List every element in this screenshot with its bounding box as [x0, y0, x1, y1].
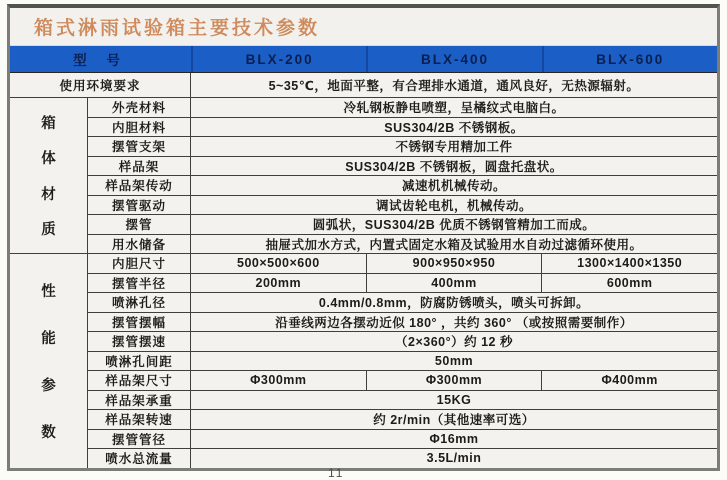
group-name-char: 材: [41, 186, 56, 203]
spec-values: [191, 176, 717, 195]
spec-value: 200mm: [255, 275, 302, 290]
spec-label: 摆管: [88, 215, 191, 234]
spec-values: [191, 391, 717, 410]
spec-row: [88, 409, 717, 429]
spec-row: [88, 429, 717, 449]
spec-label: 摆管管径: [88, 430, 191, 449]
spec-values: [191, 313, 717, 332]
spec-value: Φ16mm: [429, 431, 479, 446]
table-header-row: [10, 45, 717, 73]
spec-row: [88, 136, 717, 156]
spec-label: 摆管驱动: [88, 196, 191, 215]
spec-label: 喷淋孔间距: [88, 352, 191, 371]
spec-label: 摆管摆幅: [88, 313, 191, 332]
spec-value: 调试齿轮电机，机械传动。: [375, 198, 532, 213]
spec-table: [7, 4, 720, 471]
spec-value: （2×360°）约 12 秒: [395, 335, 513, 350]
spec-label: 样品架: [88, 157, 191, 176]
spec-values: [191, 98, 717, 117]
spec-value: 减速机机械传动。: [401, 179, 506, 194]
group-name-char: 箱: [41, 116, 56, 133]
spec-row: [88, 98, 717, 117]
spec-row: [88, 448, 717, 468]
spec-group: [10, 253, 717, 468]
spec-label: 内胆尺寸: [88, 254, 191, 273]
spec-values: [191, 196, 717, 215]
spec-row: [88, 292, 717, 312]
spec-value: 抽屉式加水方式，内置式固定水箱及试验用水自动过滤循环使用。: [265, 237, 643, 252]
group-rows: [88, 254, 717, 468]
spec-values: [191, 254, 717, 273]
spec-label: 内胆材料: [88, 118, 191, 137]
spec-row: [88, 234, 717, 254]
spec-groups: [10, 97, 717, 468]
spec-value: SUS304/2B 不锈钢板。: [384, 120, 524, 135]
spec-row: [88, 117, 717, 137]
spec-label: 喷淋孔径: [88, 293, 191, 312]
column-header-blx-200: BLX-200: [191, 46, 366, 72]
spec-row: [88, 351, 717, 371]
spec-value: Φ300mm: [250, 373, 307, 388]
spec-row: [88, 156, 717, 176]
spec-row: [88, 214, 717, 234]
group-name: [10, 254, 88, 468]
spec-value: 400mm: [366, 274, 542, 293]
spec-row: [88, 273, 717, 293]
spec-label: 样品架转速: [88, 410, 191, 429]
spec-value: 圆弧状，SUS304/2B 优质不锈钢管精加工而成。: [312, 218, 596, 233]
spec-value: 50mm: [434, 353, 474, 368]
spec-label: 样品架承重: [88, 391, 191, 410]
table-title: 箱式淋雨试验箱主要技术参数: [34, 18, 321, 39]
env-requirements-value: 5~35℃，地面平整，有合理排水通道，通风良好，无热源辐射。: [268, 79, 640, 93]
spec-value: 约 2r/min（其他速率可选）: [373, 413, 535, 428]
spec-values: [191, 215, 717, 234]
page-number: 11: [328, 466, 345, 480]
group-name: [10, 98, 88, 253]
env-requirements-label: 使用环境要求: [10, 73, 191, 97]
spec-values: [191, 137, 717, 156]
column-header-blx-400: BLX-400: [366, 46, 541, 72]
spec-row: [88, 254, 717, 273]
spec-group: [10, 97, 717, 253]
group-name-char: 性: [41, 283, 56, 300]
spec-value: 900×950×950: [366, 254, 542, 273]
spec-values: [191, 274, 717, 293]
spec-values: [191, 430, 717, 449]
spec-row: [88, 312, 717, 332]
spec-values: [191, 235, 717, 254]
spec-value: 15KG: [436, 392, 472, 407]
column-header-blx-600: BLX-600: [542, 46, 717, 72]
spec-value: 沿垂线两边各摆动近似 180° ，共约 360° （或按照需要制作）: [275, 315, 633, 330]
spec-values: [191, 352, 717, 371]
spec-row: [88, 195, 717, 215]
group-name-char: 质: [41, 221, 56, 238]
spec-values: [191, 118, 717, 137]
spec-value: 1300×1400×1350: [541, 254, 717, 273]
spec-label: 样品架尺寸: [88, 371, 191, 390]
spec-row: [88, 175, 717, 195]
group-name-char: 数: [41, 424, 56, 441]
spec-label: 摆管支架: [88, 137, 191, 156]
spec-row: [88, 390, 717, 410]
spec-values: [191, 449, 717, 468]
spec-label: 喷水总流量: [88, 449, 191, 468]
spec-values: [191, 157, 717, 176]
spec-value: 500×500×600: [237, 256, 320, 271]
group-name-char: 体: [41, 151, 56, 168]
group-name-char: 参: [41, 377, 56, 394]
spec-row: [88, 370, 717, 390]
spec-values: [191, 371, 717, 390]
spec-label: 样品架传动: [88, 176, 191, 195]
spec-values: [191, 332, 717, 351]
spec-values: [191, 293, 717, 312]
group-rows: [88, 98, 717, 253]
group-name-char: 能: [41, 330, 56, 347]
spec-label: 外壳材料: [88, 98, 191, 117]
spec-value: 600mm: [541, 274, 717, 293]
spec-value: 0.4mm/0.8mm，防腐防锈喷头，喷头可拆卸。: [318, 296, 590, 311]
table-title-row: [10, 8, 717, 45]
spec-value: SUS304/2B 不锈钢板，圆盘托盘状。: [345, 159, 563, 174]
spec-label: 用水储备: [88, 235, 191, 254]
column-header-model: 型 号: [73, 53, 128, 68]
spec-label: 摆管摆速: [88, 332, 191, 351]
spec-values: [191, 410, 717, 429]
spec-label: 摆管半径: [88, 274, 191, 293]
spec-value: 冷轧钢板静电喷塑，呈橘纹式电脑白。: [343, 101, 565, 116]
spec-value: Φ300mm: [366, 371, 542, 390]
spec-row: [88, 331, 717, 351]
spec-value: Φ400mm: [541, 371, 717, 390]
spec-value: 3.5L/min: [426, 451, 482, 466]
table-body: [10, 73, 717, 468]
spec-value: 不锈钢专用精加工件: [395, 140, 513, 155]
env-requirements-row: [10, 73, 717, 97]
